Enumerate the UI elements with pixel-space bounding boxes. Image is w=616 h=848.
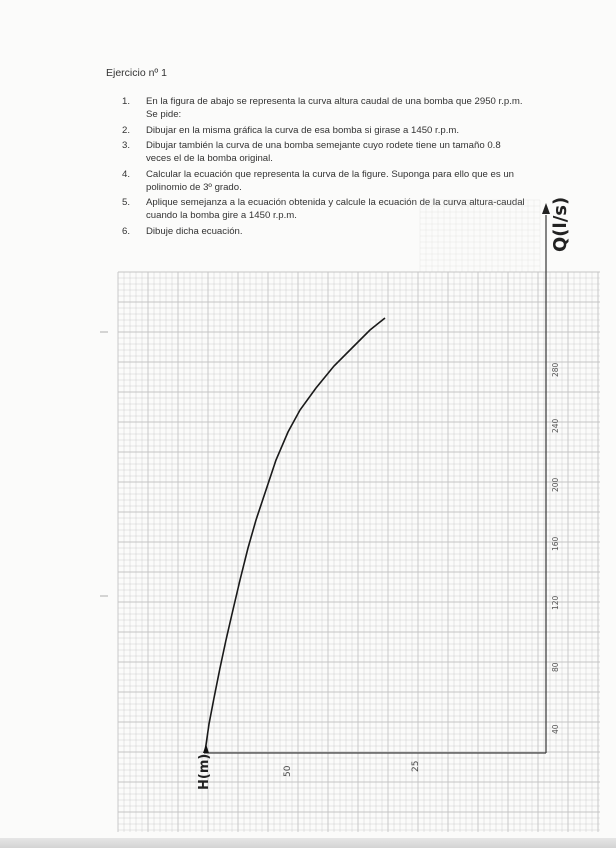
q-tick-label: 160 bbox=[551, 536, 560, 551]
h-axis-label: H(m) bbox=[197, 753, 212, 790]
task-text: Dibujar en la misma gráfica la curva de esa bomba si girase a 1450 r.p.m. bbox=[146, 124, 460, 136]
q-tick-label: 40 bbox=[551, 724, 560, 734]
task-number: 2. bbox=[122, 124, 131, 136]
task-number: 4. bbox=[122, 168, 131, 180]
q-axis-label: Q(l/s) bbox=[550, 196, 571, 252]
exercise-heading: Ejercicio nº 1 bbox=[106, 67, 168, 79]
task-text: Dibujar también la curva de una bomba semejante cuyo rodete tiene un tamaño 0.8 veces el de la bomba original. bbox=[146, 139, 501, 165]
task-text: Dibuje dicha ecuación. bbox=[146, 225, 243, 237]
task-number: 6. bbox=[122, 225, 131, 237]
q-tick-label: 200 bbox=[551, 477, 560, 492]
task-text: Aplique semejanza a la ecuación obtenida y calcule la ecuación de la curva altura-caudal cuando la bomba gire a 1450 r.p.m. bbox=[146, 197, 525, 222]
task-number: 5. bbox=[122, 197, 131, 209]
q-axis-arrow-icon bbox=[542, 203, 550, 214]
q-tick-label: 240 bbox=[551, 418, 560, 433]
task-text: Calcular la ecuación que representa la curva de la figure. Suponga para ello que es un polinomio de 3º grado. bbox=[146, 168, 515, 193]
h-tick-label: 50 bbox=[283, 765, 293, 777]
task-number: 3. bbox=[122, 139, 131, 151]
q-tick-label: 120 bbox=[551, 595, 560, 610]
task-number: 1. bbox=[122, 96, 131, 107]
task-text: En la figura de abajo se representa la curva altura caudal de una bomba que 2950 r.p.m. Se pide: bbox=[146, 96, 523, 121]
q-tick-label: 280 bbox=[551, 362, 560, 377]
scan-bottom-edge bbox=[0, 838, 616, 848]
h-tick-label: 25 bbox=[411, 760, 421, 772]
graph-paper-grid bbox=[118, 200, 600, 832]
q-tick-label: 80 bbox=[551, 662, 560, 672]
